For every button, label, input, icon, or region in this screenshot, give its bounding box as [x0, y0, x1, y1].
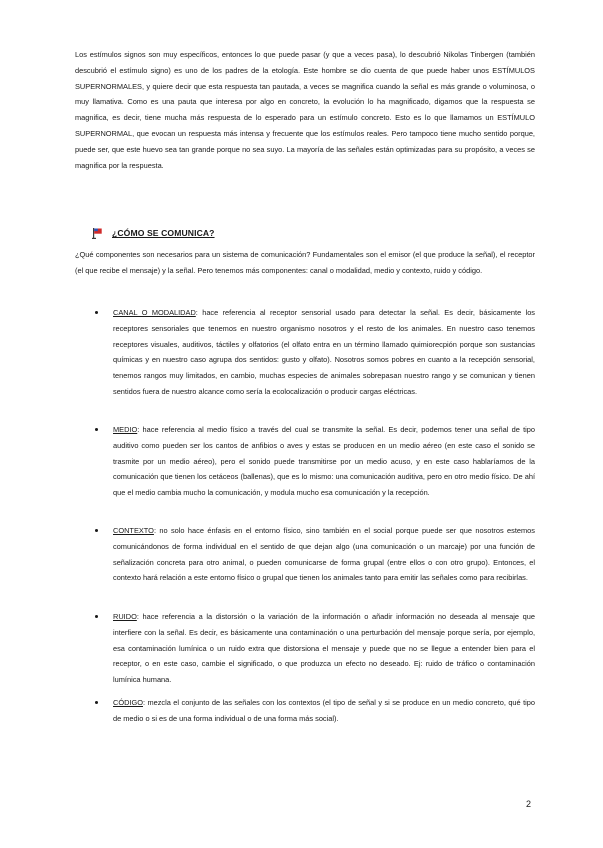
component-term: CANAL O MODALIDAD	[113, 308, 196, 317]
list-item-ruido	[113, 609, 535, 688]
component-description: : hace referencia a la distorsión o la variación de la información o añadir información no deseada al mensaje que interfiere con la señal. Es decir, es básicamente una contaminación o una perturbación del mensaje porque sería, por ejemplo, esa contaminación lumínica o un ruido extra que distorsiona el mensaje y puede que no se llegue a entender bien para el receptor, o en este caso, cambie el significado, o que produzca un efecto no deseado. Ej: ruido de tráfico o contaminación lumínica humana.	[113, 612, 535, 685]
component-term: CÓDIGO	[113, 698, 143, 707]
component-term: RUIDO	[113, 612, 137, 621]
section-heading	[92, 226, 215, 240]
list-item-canal	[113, 305, 535, 400]
question-paragraph: ¿Qué componentes son necesarios para un sistema de comunicación? Fundamentales son el emisor (el que produce la señal), el receptor (el que recibe el mensaje) y la señal. Pero tenemos más componentes: canal o modalidad, medio y contexto, ruido y código.	[75, 250, 535, 275]
component-description: : hace referencia al medio físico a través del cual se transmite la señal. Es decir, podemos tener una señal de tipo auditivo como pueden ser los cantos de anfibios o aves y estas se producen en un medio aéreo (en este caso el sonido se trasmite por un medio aéreo), pero el sonido puede transmitirse por un medio acuso, y en este caso hablaríamos de la comunicación que tienen los cetáceos (ballenas), que es lo mismo: una comunicación auditiva, pero en otro medio físico. De ahí que el medio cambia mucho la comunicación, y modula mucho esa comunicación y la recepción.	[113, 425, 535, 498]
list-item-codigo	[113, 695, 535, 727]
section-title: ¿CÓMO SE COMUNICA?	[112, 228, 215, 238]
bullet-dot-icon	[95, 615, 98, 618]
component-description: : hace referencia al receptor sensorial usado para detectar la señal. Es decir, básicamente los receptores sensoriales que tenemos en nuestro organismo nosotros y el resto de los animales. En nuestro caso tenemos receptores visuales, auditivos, táctiles y olfatorios (el olfato entra en un término llamado quimiorecpión porque son sustancias químicas y en nuestro caso agrupa dos sentidos: gusto y olfato). Nosotros somos pobres en cuanto a la recepción sensorial, tenemos rangos muy limitados, en cambio, muchas especies de animales sobrepasan nuestro rango y se comunican y tienen sentidos fuera de nuestro alcance como sería la ecolocalización o producir cargas eléctricas.	[113, 308, 535, 396]
intro-paragraph: Los estímulos signos son muy específicos, entonces lo que puede pasar (y que a veces pasa), lo descubrió Nikolas Tinbergen (también descubrió el estímulo signo) es uno de los padres de la etología. Este hombre se dio cuenta de que puede haber unos ESTÍMULOS SUPERNORMALES, y quiere decir que esta respuesta tan pautada, a veces se magnifica cuando la señal es más grande o voluminosa, o muy llamativa. Como es una pauta que interesa por algo en concreto, la evolución lo ha magnificado, digamos que la respuesta se magnifica, es decir, tiene mucha más respuesta de lo esperado para un estímulo concreto. Esto es lo que llamamos un ESTÍMULO SUPERNORMAL, que evocan un respuesta más intensa y frecuente que los estímulos reales. Pero tampoco tiene mucho sentido porque, puede ser, que este huevo sea tan grande porque no sea suyo. La mayoría de las señales están optimizadas para su propósito, a veces se magnifica por la respuesta.	[75, 50, 535, 170]
component-description: : no solo hace énfasis en el entorno físico, sino también en el social porque puede ser que nosotros estemos comunicándonos de forma individual en el sentido de que dejan algo (una comunicación o un marcaje) por una función de señalización concreta para otro animal, o pueden comunicarse de forma grupal (entre ellos o con otro grupo). Entonces, el contexto hará relación a este entorno físico o grupal que tienen los animales tanto para emitir las señales como para recibirlas.	[113, 526, 535, 583]
list-item-medio	[113, 422, 535, 501]
bullet-dot-icon	[95, 428, 98, 431]
bullet-dot-icon	[95, 529, 98, 532]
page-number: 2	[526, 799, 532, 809]
bullet-dot-icon	[95, 701, 98, 704]
flag-bullet-icon	[92, 227, 103, 239]
component-description: : mezcla el conjunto de las señales con los contextos (el tipo de señal y si se produce en un medio concreto, qué tipo de medio o si es de una forma individual o de una forma más social).	[113, 698, 535, 723]
component-term: CONTEXTO	[113, 526, 154, 535]
bullet-dot-icon	[95, 311, 98, 314]
component-term: MEDIO	[113, 425, 138, 434]
list-item-contexto	[113, 523, 535, 586]
